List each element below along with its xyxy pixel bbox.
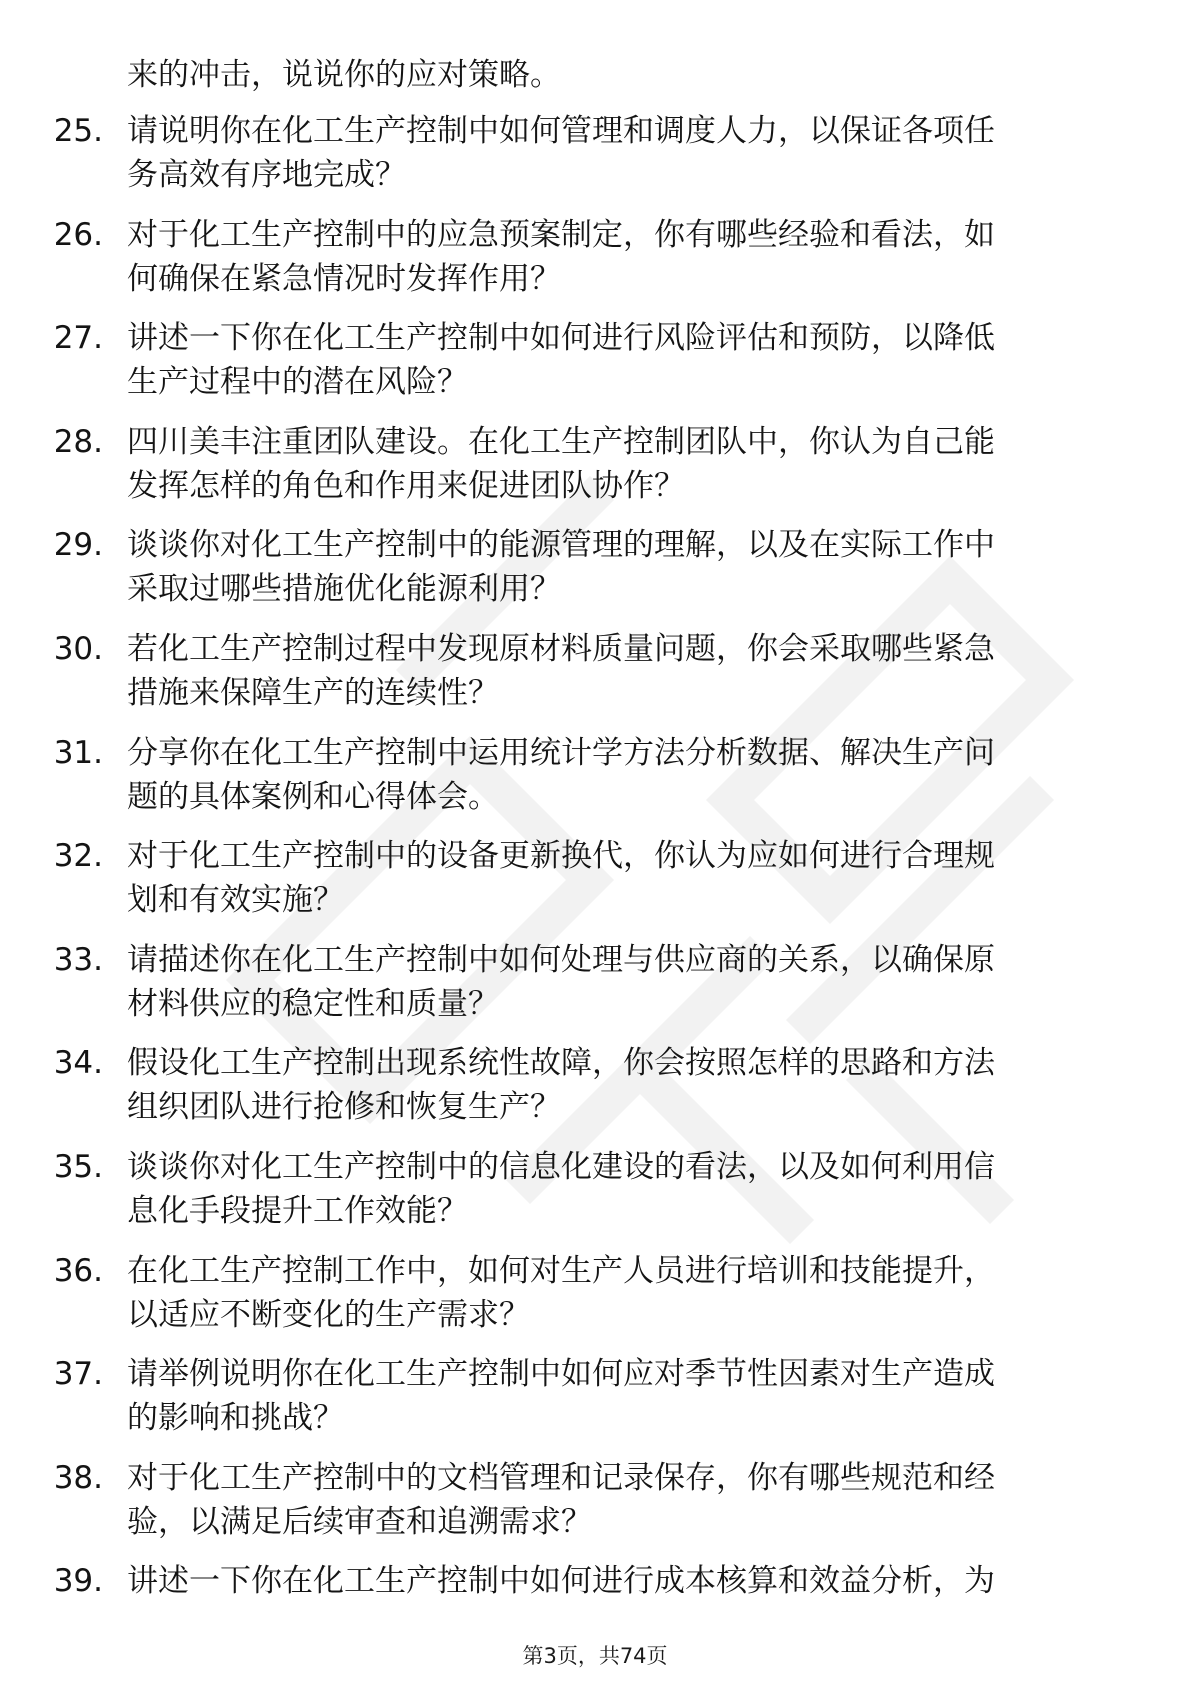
question-text-line: 题的具体案例和心得体会。 bbox=[127, 778, 499, 815]
question-text-line: 请举例说明你在化工生产控制中如何应对季节性因素对生产造成 bbox=[127, 1356, 995, 1393]
question-text bbox=[127, 1041, 1117, 1129]
question-number: 34. bbox=[53, 1045, 103, 1082]
question-number: 36. bbox=[53, 1252, 103, 1289]
question-text-line: 采取过哪些措施优化能源利用？ bbox=[127, 571, 561, 608]
question-text-line: 务高效有序地完成？ bbox=[127, 157, 406, 193]
question-item bbox=[0, 523, 1190, 627]
question-number: 26. bbox=[53, 216, 103, 253]
question-number: 30. bbox=[53, 630, 103, 667]
question-number: 28. bbox=[53, 423, 103, 460]
question-text-line: 讲述一下你在化工生产控制中如何进行成本核算和效益分析，为 bbox=[127, 1563, 995, 1600]
question-item bbox=[0, 938, 1190, 1042]
continuation-line: 来的冲击，说说你的应对策略。 bbox=[127, 57, 561, 93]
question-number: 29. bbox=[53, 527, 103, 564]
question-text bbox=[127, 834, 1117, 922]
question-text bbox=[127, 420, 1117, 508]
question-number: 25. bbox=[53, 113, 103, 149]
question-text-line: 措施来保障生产的连续性？ bbox=[127, 674, 499, 711]
question-text-line: 讲述一下你在化工生产控制中如何进行风险评估和预防，以降低 bbox=[127, 320, 995, 357]
question-item bbox=[0, 1456, 1190, 1560]
question-text-line: 划和有效实施？ bbox=[127, 882, 344, 919]
question-item bbox=[0, 109, 1190, 213]
question-text-line: 假设化工生产控制出现系统性故障，你会按照怎样的思路和方法 bbox=[127, 1045, 995, 1082]
question-text bbox=[127, 938, 1117, 1026]
question-text-line: 谈谈你对化工生产控制中的信息化建设的看法，以及如何利用信 bbox=[127, 1148, 995, 1185]
question-item bbox=[0, 316, 1190, 420]
question-text bbox=[127, 731, 1117, 819]
question-text-line: 发挥怎样的角色和作用来促进团队协作？ bbox=[127, 467, 685, 504]
question-number: 38. bbox=[53, 1459, 103, 1496]
question-item bbox=[0, 213, 1190, 317]
question-text bbox=[127, 1352, 1117, 1440]
question-item bbox=[0, 1249, 1190, 1353]
question-text bbox=[127, 1249, 1117, 1337]
question-item bbox=[0, 420, 1190, 524]
question-text-line: 若化工生产控制过程中发现原材料质量问题，你会采取哪些紧急 bbox=[127, 630, 995, 667]
question-text-line: 在化工生产控制工作中，如何对生产人员进行培训和技能提升， bbox=[127, 1252, 995, 1289]
question-text-line: 四川美丰注重团队建设。在化工生产控制团队中，你认为自己能 bbox=[127, 423, 995, 460]
question-text bbox=[127, 109, 1117, 197]
question-item bbox=[0, 731, 1190, 835]
question-number: 33. bbox=[53, 941, 103, 978]
question-text bbox=[127, 213, 1117, 301]
question-text-line: 的影响和挑战？ bbox=[127, 1400, 344, 1437]
question-text-line: 材料供应的稳定性和质量？ bbox=[127, 985, 499, 1022]
question-text-line: 对于化工生产控制中的文档管理和记录保存，你有哪些规范和经 bbox=[127, 1459, 995, 1496]
question-text-line: 生产过程中的潜在风险？ bbox=[127, 364, 468, 401]
question-text-line: 何确保在紧急情况时发挥作用？ bbox=[127, 260, 561, 297]
question-item bbox=[0, 627, 1190, 731]
question-text-line: 请说明你在化工生产控制中如何管理和调度人力，以保证各项任 bbox=[127, 113, 995, 149]
question-text-line: 谈谈你对化工生产控制中的能源管理的理解，以及在实际工作中 bbox=[127, 527, 995, 564]
question-text bbox=[127, 1559, 1117, 1603]
question-item bbox=[0, 1145, 1190, 1249]
question-text bbox=[127, 627, 1117, 715]
question-item bbox=[0, 834, 1190, 938]
question-text-line: 分享你在化工生产控制中运用统计学方法分析数据、解决生产问 bbox=[127, 734, 995, 771]
question-text-line: 对于化工生产控制中的应急预案制定，你有哪些经验和看法，如 bbox=[127, 216, 995, 253]
question-item bbox=[0, 1352, 1190, 1456]
question-number: 37. bbox=[53, 1356, 103, 1393]
question-text-line: 以适应不断变化的生产需求？ bbox=[127, 1296, 530, 1333]
question-number: 32. bbox=[53, 838, 103, 875]
question-text bbox=[127, 316, 1117, 404]
question-text-line: 验，以满足后续审查和追溯需求？ bbox=[127, 1503, 592, 1540]
question-text bbox=[127, 1145, 1117, 1233]
question-number: 35. bbox=[53, 1148, 103, 1185]
question-number: 27. bbox=[53, 320, 103, 357]
question-list bbox=[0, 109, 1190, 1663]
question-item bbox=[0, 1041, 1190, 1145]
question-text-line: 请描述你在化工生产控制中如何处理与供应商的关系，以确保原 bbox=[127, 941, 995, 978]
question-text-line: 息化手段提升工作效能？ bbox=[127, 1192, 468, 1229]
question-number: 31. bbox=[53, 734, 103, 771]
question-text-line: 对于化工生产控制中的设备更新换代，你认为应如何进行合理规 bbox=[127, 838, 995, 875]
page-footer: 第3页，共74页 bbox=[522, 1644, 668, 1668]
question-text bbox=[127, 1456, 1117, 1544]
question-text bbox=[127, 523, 1117, 611]
question-number: 39. bbox=[53, 1563, 103, 1600]
question-text-line: 组织团队进行抢修和恢复生产？ bbox=[127, 1089, 561, 1126]
